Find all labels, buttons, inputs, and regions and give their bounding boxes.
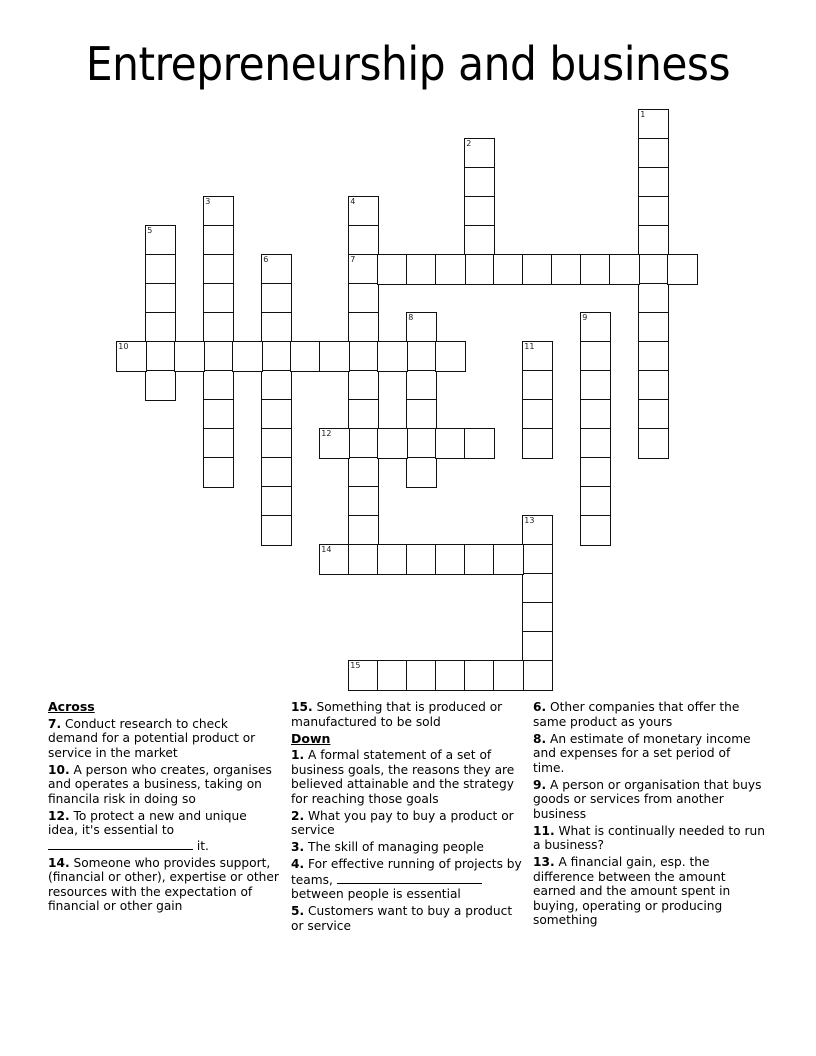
crossword-cell[interactable]	[435, 660, 466, 691]
crossword-cell[interactable]	[203, 196, 234, 227]
clue-number: 4.	[291, 857, 305, 871]
clue-number-label: 1	[640, 110, 646, 120]
crossword-cell[interactable]	[464, 428, 495, 459]
clue-across-14	[48, 856, 280, 914]
clue-down-13	[533, 855, 765, 928]
crossword-cell[interactable]	[261, 399, 292, 430]
clue-number: 14.	[48, 855, 70, 870]
crossword-cell[interactable]	[580, 370, 611, 401]
clue-text: it.	[196, 838, 209, 853]
crossword-cell[interactable]	[493, 254, 524, 285]
clue-number-label: 8	[408, 313, 414, 323]
clue-down-9	[533, 778, 765, 822]
crossword-cell[interactable]	[348, 428, 379, 459]
clue-number-label: 4	[350, 197, 356, 207]
crossword-cell[interactable]	[638, 254, 669, 285]
crossword-cell[interactable]	[348, 312, 379, 343]
crossword-cell[interactable]	[261, 341, 292, 372]
clue-text: The skill of managing people	[308, 840, 484, 854]
crossword-cell[interactable]	[348, 486, 379, 517]
down-heading: Down	[291, 730, 331, 746]
crossword-cell[interactable]	[522, 515, 553, 546]
crossword-cell[interactable]	[261, 283, 292, 314]
crossword-cell[interactable]	[261, 457, 292, 488]
crossword-cell[interactable]	[551, 254, 582, 285]
clues-column-3	[533, 700, 765, 930]
clue-down-2	[291, 809, 523, 838]
crossword-cell[interactable]	[435, 254, 466, 285]
crossword-cell[interactable]	[261, 370, 292, 401]
clue-across-12	[48, 809, 280, 854]
clue-down-4	[291, 857, 523, 902]
across-heading: Across	[48, 699, 95, 714]
crossword-cell[interactable]	[522, 544, 553, 575]
crossword-cell[interactable]	[145, 341, 176, 372]
crossword-cell[interactable]	[203, 457, 234, 488]
crossword-cell[interactable]	[406, 457, 437, 488]
crossword-cell[interactable]	[348, 341, 379, 372]
crossword-cell[interactable]	[145, 370, 176, 401]
clue-down-11	[533, 824, 765, 853]
crossword-cell[interactable]	[580, 399, 611, 430]
crossword-cell[interactable]	[116, 341, 147, 372]
crossword-cell[interactable]	[464, 544, 495, 575]
crossword-cell[interactable]	[261, 312, 292, 343]
clue-number: 6.	[533, 700, 547, 714]
crossword-cell[interactable]	[638, 399, 669, 430]
crossword-cell[interactable]	[203, 312, 234, 343]
crossword-cell[interactable]	[522, 631, 553, 662]
crossword-cell[interactable]	[406, 312, 437, 343]
crossword-cell[interactable]	[348, 370, 379, 401]
crossword-cell[interactable]	[261, 486, 292, 517]
clue-text: Something that is produced or manufactured to be sold	[291, 700, 503, 729]
clue-down-6	[533, 700, 765, 729]
crossword-cell[interactable]	[580, 486, 611, 517]
crossword-cell[interactable]	[638, 167, 669, 198]
clue-number: 12.	[48, 808, 70, 823]
crossword-cell[interactable]	[348, 283, 379, 314]
clues-column-1	[48, 700, 280, 916]
clue-number: 2.	[291, 808, 305, 823]
crossword-cell[interactable]	[290, 341, 321, 372]
crossword-cell[interactable]	[348, 660, 379, 691]
clue-text: A formal statement of a set of business goals, the reasons they are believed attainable and the strategy for reaching those goals	[291, 748, 515, 806]
crossword-cell[interactable]	[261, 515, 292, 546]
crossword-cell[interactable]	[638, 370, 669, 401]
answer-blank	[337, 872, 482, 884]
crossword-cell[interactable]	[348, 225, 379, 256]
crossword-cell[interactable]	[609, 254, 640, 285]
clue-number-label: 5	[147, 226, 153, 236]
crossword-cell[interactable]	[377, 341, 408, 372]
clue-number-label: 13	[524, 516, 535, 526]
crossword-cell[interactable]	[348, 196, 379, 227]
clue-number: 5.	[291, 904, 305, 918]
clue-number-label: 15	[350, 661, 361, 671]
clue-text: Customers want to buy a product or service	[291, 904, 513, 933]
crossword-cell[interactable]	[145, 283, 176, 314]
crossword-cell[interactable]	[406, 660, 437, 691]
crossword-cell[interactable]	[203, 341, 234, 372]
clue-number: 7.	[48, 716, 62, 731]
crossword-cell[interactable]	[638, 312, 669, 343]
clue-number-label: 11	[524, 342, 535, 352]
crossword-cell[interactable]	[319, 544, 350, 575]
clue-number-label: 7	[350, 255, 356, 265]
clue-number-label: 3	[205, 197, 211, 207]
crossword-cell[interactable]	[638, 225, 669, 256]
crossword-cell[interactable]	[580, 457, 611, 488]
clue-number-label: 6	[263, 255, 269, 265]
crossword-cell[interactable]	[203, 225, 234, 256]
crossword-cell[interactable]	[348, 515, 379, 546]
crossword-cell[interactable]	[348, 457, 379, 488]
crossword-cell[interactable]	[464, 225, 495, 256]
clue-text: Someone who provides support, (financial or other), expertise or other resources with the expectation of financial or other gain	[48, 855, 279, 913]
clue-text: For effective running of projects by teams,	[291, 857, 522, 887]
crossword-cell[interactable]	[638, 428, 669, 459]
crossword-cell[interactable]	[348, 544, 379, 575]
crossword-cell[interactable]	[464, 196, 495, 227]
crossword-cell[interactable]	[348, 399, 379, 430]
crossword-cell[interactable]	[522, 602, 553, 633]
crossword-cell[interactable]	[522, 254, 553, 285]
clue-down-1	[291, 748, 523, 806]
crossword-cell[interactable]	[638, 138, 669, 169]
crossword-cell[interactable]	[580, 312, 611, 343]
crossword-cell[interactable]	[203, 283, 234, 314]
crossword-cell[interactable]	[348, 254, 379, 285]
clue-number-label: 9	[582, 313, 588, 323]
crossword-cell[interactable]	[464, 138, 495, 169]
clue-text: Conduct research to check demand for a potential product or service in the market	[48, 716, 256, 760]
crossword-cell[interactable]	[406, 399, 437, 430]
crossword-cell[interactable]	[493, 544, 524, 575]
crossword-cell[interactable]	[580, 515, 611, 546]
clue-text: An estimate of monetary income and expenses for a set period of time.	[533, 731, 751, 775]
clue-number: 1.	[291, 748, 305, 762]
crossword-cell[interactable]	[377, 660, 408, 691]
crossword-cell[interactable]	[522, 660, 553, 691]
clue-number: 3.	[291, 840, 305, 854]
clue-across-10	[48, 763, 280, 807]
clue-number: 10.	[48, 762, 70, 777]
clue-text: A person who creates, organises and operates a business, taking on financila risk in doing so	[48, 762, 272, 806]
clue-text: What is continually needed to run a business?	[533, 823, 765, 852]
crossword-cell[interactable]	[145, 225, 176, 256]
crossword-cell[interactable]	[435, 544, 466, 575]
crossword-cell[interactable]	[203, 399, 234, 430]
crossword-cell[interactable]	[145, 312, 176, 343]
clues-column-2	[291, 700, 523, 936]
crossword-cell[interactable]	[580, 254, 611, 285]
clue-number-label: 14	[321, 545, 332, 555]
crossword-cell[interactable]	[406, 341, 437, 372]
clue-number-label: 12	[321, 429, 332, 439]
clue-number: 8.	[533, 731, 547, 746]
crossword-cell[interactable]	[203, 370, 234, 401]
crossword-cell[interactable]	[261, 254, 292, 285]
clue-text: A person or organisation that buys goods or services from another business	[533, 777, 762, 821]
crossword-cell[interactable]	[232, 341, 263, 372]
crossword-cell[interactable]	[638, 196, 669, 227]
clue-number: 9.	[533, 777, 547, 792]
clue-down-8	[533, 732, 765, 776]
clue-number-label: 10	[118, 342, 129, 352]
crossword-cell[interactable]	[522, 399, 553, 430]
clue-number: 11.	[533, 823, 555, 838]
crossword-cell[interactable]	[203, 428, 234, 459]
crossword-cell[interactable]	[377, 544, 408, 575]
crossword-cell[interactable]	[145, 254, 176, 285]
crossword-cell[interactable]	[406, 254, 437, 285]
crossword-cell[interactable]	[174, 341, 205, 372]
crossword-cell[interactable]	[261, 428, 292, 459]
clue-number: 13.	[533, 855, 555, 869]
crossword-cell[interactable]	[638, 341, 669, 372]
crossword-cell[interactable]	[522, 370, 553, 401]
clue-text: A financial gain, esp. the difference between the amount earned and the amount spent in buying, operating or producing something	[533, 855, 731, 927]
crossword-cell[interactable]	[319, 428, 350, 459]
page-title: Entrepreneurship and business	[85, 37, 731, 91]
clue-text: between people is essential	[291, 887, 461, 901]
clue-down-3	[291, 840, 523, 855]
crossword-cell[interactable]	[667, 254, 698, 285]
crossword-cell[interactable]	[493, 660, 524, 691]
clue-down-5	[291, 904, 523, 933]
crossword-cell[interactable]	[464, 660, 495, 691]
crossword-cell[interactable]	[638, 109, 669, 140]
crossword-cell[interactable]	[522, 428, 553, 459]
crossword-cell[interactable]	[464, 254, 495, 285]
crossword-cell[interactable]	[377, 428, 408, 459]
crossword-cell[interactable]	[638, 283, 669, 314]
answer-blank	[48, 838, 193, 850]
crossword-cell[interactable]	[406, 544, 437, 575]
crossword-cell[interactable]	[319, 341, 350, 372]
crossword-cell[interactable]	[203, 254, 234, 285]
crossword-cell[interactable]	[580, 428, 611, 459]
clue-text: Other companies that offer the same product as yours	[533, 700, 740, 729]
crossword-cell[interactable]	[435, 341, 466, 372]
clue-number: 15.	[291, 700, 313, 714]
clue-number-label: 2	[466, 139, 472, 149]
crossword-cell[interactable]	[435, 428, 466, 459]
clue-text: What you pay to buy a product or service	[291, 808, 514, 837]
clue-across-7	[48, 717, 280, 761]
crossword-cell[interactable]	[522, 341, 553, 372]
crossword-cell[interactable]	[406, 370, 437, 401]
crossword-cell[interactable]	[377, 254, 408, 285]
clue-across-15	[291, 700, 523, 729]
crossword-cell[interactable]	[464, 167, 495, 198]
crossword-cell[interactable]	[522, 573, 553, 604]
crossword-cell[interactable]	[406, 428, 437, 459]
clue-text: To protect a new and unique idea, it's essential to	[48, 808, 247, 837]
crossword-cell[interactable]	[580, 341, 611, 372]
